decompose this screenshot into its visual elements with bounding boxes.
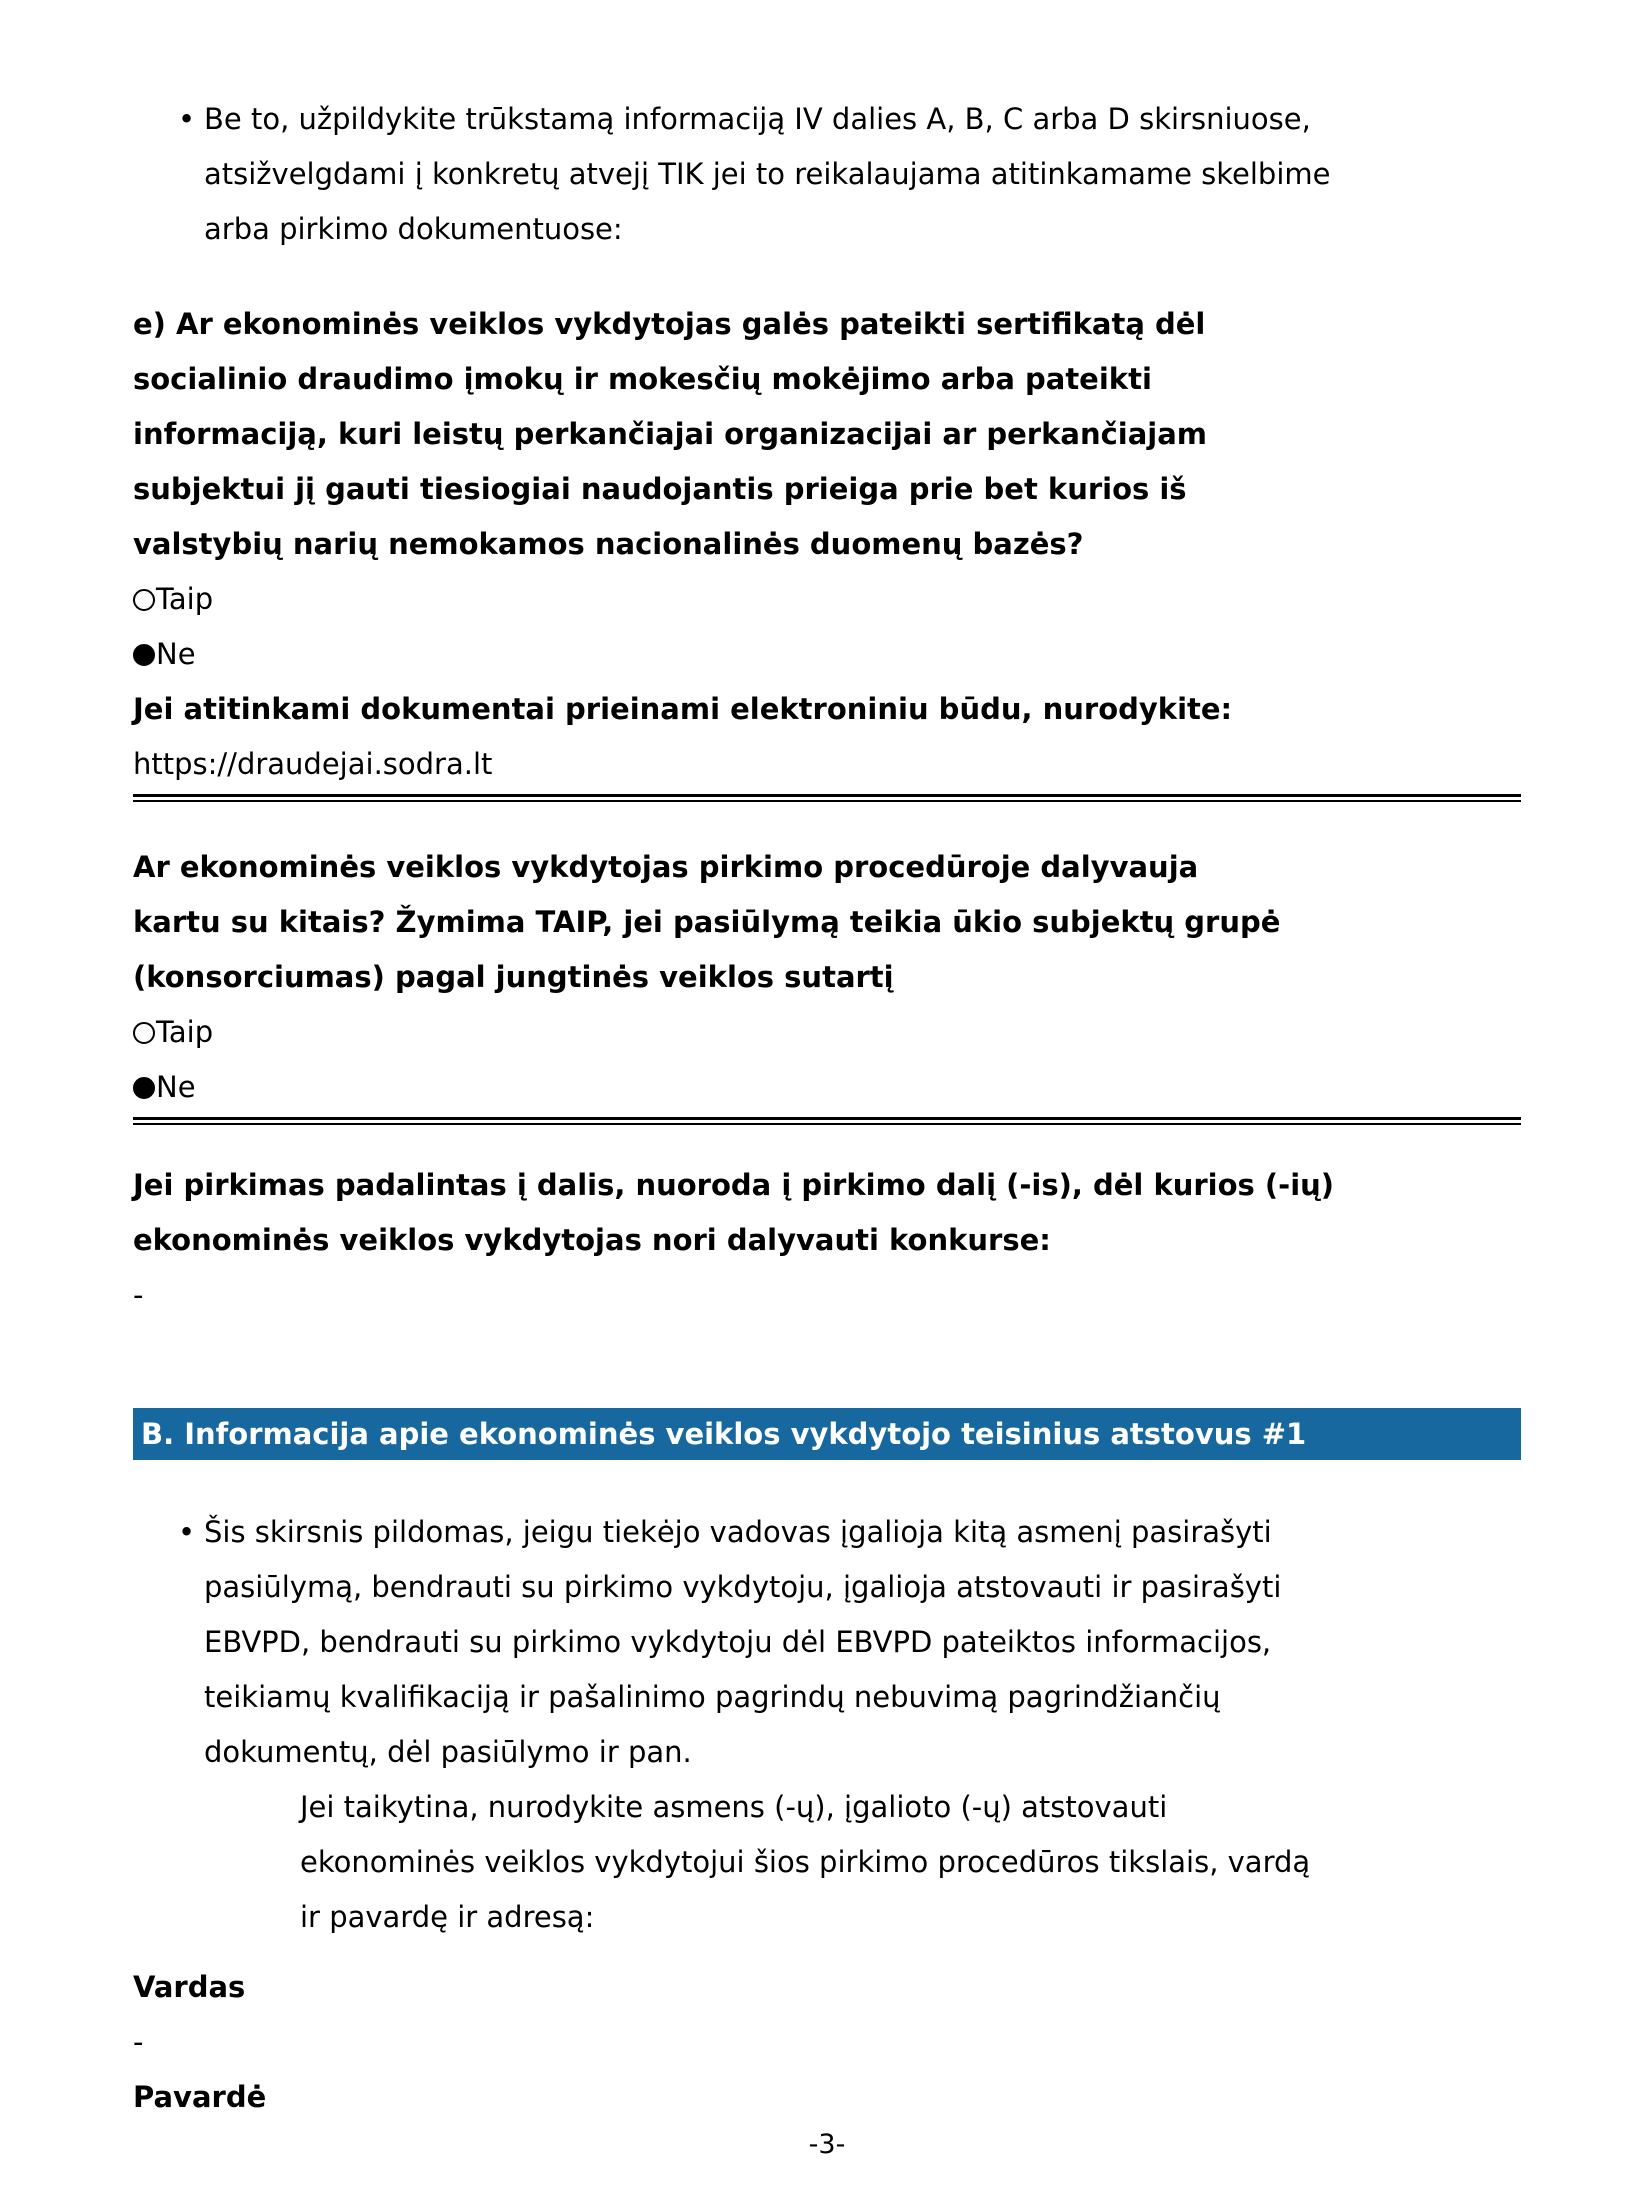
text-line: informaciją, kuri leistų perkančiajai organizacijai ar perkančiajam (133, 417, 1208, 451)
text-line: dokumentų, dėl pasiūlymo ir pan. (204, 1735, 692, 1769)
radio-label: Taip (156, 1015, 214, 1049)
radio-label: Ne (156, 1070, 196, 1104)
text-line: (konsorciumas) pagal jungtinės veiklos sutartį (133, 960, 894, 994)
docs-available-label: Jei atitinkami dokumentai prieinami elektroniniu būdu, nurodykite: (133, 692, 1233, 726)
question-lots-text (133, 1158, 1521, 1268)
radio-label: Taip (156, 582, 214, 616)
text-line: e) Ar ekonominės veiklos vykdytojas galės pateikti sertifikatą dėl (133, 307, 1206, 341)
section-b-bullet (133, 1505, 1521, 1780)
text-line: teikiamų kvalifikaciją ir pašalinimo pagrindų nebuvimą pagrindžiančių (204, 1680, 1221, 1714)
radio-selected-icon (133, 1077, 155, 1099)
radio-option-taip (133, 1005, 1521, 1060)
page-number: -3- (808, 2129, 846, 2160)
radio-option-taip (133, 572, 1521, 627)
text-line: valstybių narių nemokamos nacionalinės duomenų bazės? (133, 527, 1084, 561)
text-line: ekonominės veiklos vykdytojui šios pirkimo procedūros tikslais, vardą (300, 1845, 1311, 1879)
text-line: EBVPD, bendrauti su pirkimo vykdytoju dėl EBVPD pateiktos informacijos, (204, 1625, 1272, 1659)
text-line: atsižvelgdami į konkretų atvejį TIK jei to reikalaujama atitinkamame skelbime (204, 157, 1331, 191)
docs-url-value: https://draudejai.sodra.lt (133, 747, 493, 781)
radio-option-ne (133, 627, 1521, 682)
text-line: Jei pirkimas padalintas į dalis, nuoroda į pirkimo dalį (-is), dėl kurios (-ių) (133, 1168, 1335, 1202)
vardas-value: - (133, 2025, 144, 2059)
text-line: Jei taikytina, nurodykite asmens (-ų), įgalioto (-ų) atstovauti (300, 1790, 1168, 1824)
text-line: ir pavardę ir adresą: (300, 1900, 595, 1934)
lots-value: - (133, 1278, 144, 1312)
pavarde-label: Pavardė (133, 2080, 267, 2114)
text-line: Be to, užpildykite trūkstamą informaciją IV dalies A, B, C arba D skirsniuose, (204, 102, 1311, 136)
text-line: subjektui jį gauti tiesiogiai naudojantis prieiga prie bet kurios iš (133, 472, 1187, 506)
text-line: socialinio draudimo įmokų ir mokesčių mokėjimo arba pateikti (133, 362, 1152, 396)
text-line: Ar ekonominės veiklos vykdytojas pirkimo procedūroje dalyvauja (133, 850, 1199, 884)
radio-unselected-icon (133, 589, 155, 611)
section-divider (133, 1117, 1521, 1125)
text-line: kartu su kitais? Žymima TAIP, jei pasiūlymą teikia ūkio subjektų grupė (133, 905, 1281, 939)
question-e-text (133, 297, 1521, 572)
text-line: pasiūlymą, bendrauti su pirkimo vykdytoju, įgalioja atstovauti ir pasirašyti (204, 1570, 1282, 1604)
radio-label: Ne (156, 637, 196, 671)
section-divider (133, 794, 1521, 802)
text-line: Šis skirsnis pildomas, jeigu tiekėjo vadovas įgalioja kitą asmenį pasirašyti (204, 1515, 1272, 1549)
bullet-icon: • (178, 102, 196, 136)
bullet-icon: • (178, 1515, 196, 1549)
question-group-text (133, 840, 1521, 1005)
radio-unselected-icon (133, 1022, 155, 1044)
radio-option-ne (133, 1060, 1521, 1115)
representative-note (133, 1780, 1521, 1945)
text-line: arba pirkimo dokumentuose: (204, 212, 623, 246)
document-content (133, 92, 1521, 2165)
intro-bullet (133, 92, 1521, 257)
section-b-header: B. Informacija apie ekonominės veiklos vykdytojo teisinius atstovus #1 (133, 1408, 1521, 1460)
text-line: ekonominės veiklos vykdytojas nori dalyvauti konkurse: (133, 1223, 1051, 1257)
radio-selected-icon (133, 644, 155, 666)
vardas-label: Vardas (133, 1970, 246, 2004)
